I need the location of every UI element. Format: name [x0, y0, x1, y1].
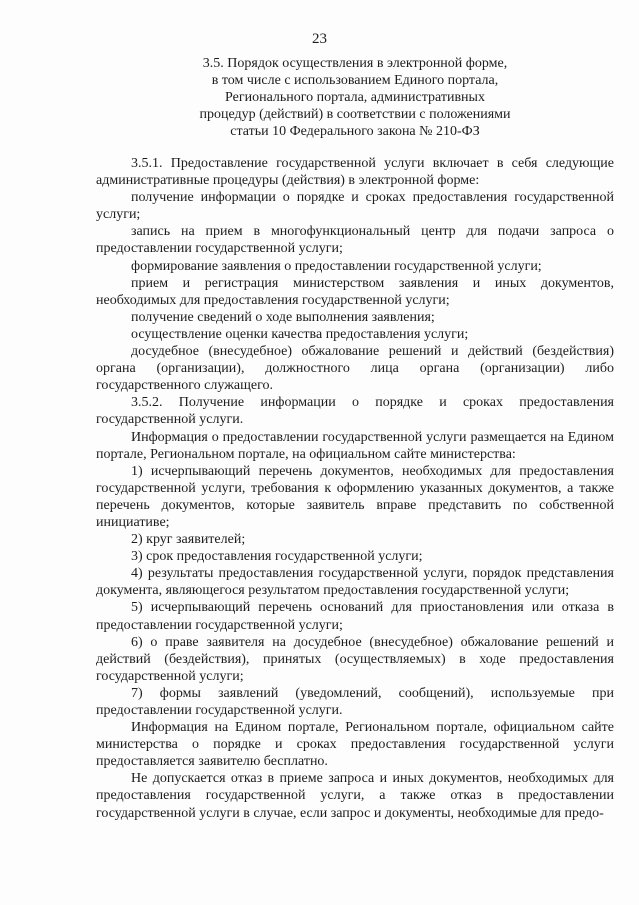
paragraph-3-5-1: 3.5.1. Предоставление государственной услуги включает в себя следующие административные процедуры (действия) в электронной форме: — [96, 156, 614, 189]
list-item: запись на прием в многофункциональный центр для подачи запроса о предоставлении государственной услуги; — [96, 224, 614, 257]
section-heading-line: 3.5. Порядок осуществления в электронной форме, — [202, 56, 508, 71]
paragraph: Информация на Едином портале, Региональном портале, официальном сайте министерства о порядке и сроках предоставления государственной услуги предоставляется заявителю бесплатно. — [96, 720, 614, 770]
list-item: 7) формы заявлений (уведомлений, сообщений), используемые при предоставлении государственной услуги. — [96, 685, 614, 718]
list-item: осуществление оценки качества предоставления услуги; — [131, 326, 469, 342]
list-item: формирование заявления о предоставлении государственной услуги; — [131, 258, 542, 274]
paragraph-3-5-2: 3.5.2. Получение информации о порядке и сроках предоставления государственной услуги. — [96, 395, 614, 428]
list-item: прием и регистрация министерством заявления и иных документов, необходимых для предоставления государственной услуги; — [96, 275, 614, 308]
document-body — [96, 155, 614, 822]
list-item: получение сведений о ходе выполнения заявления; — [131, 309, 435, 325]
list-item: получение информации о порядке и сроках предоставления государственной услуги; — [96, 190, 614, 223]
paragraph: Не допускается отказ в приеме запроса и иных документов, необходимых для предоставления государственной услуги, а также отказ в предоставлении государственной услуги в случае, если запрос и документы, необходимые для предо- — [96, 771, 614, 821]
section-heading-line: процедур (действий) в соответствии с положениями — [199, 107, 511, 122]
section-heading-line: статьи 10 Федерального закона № 210-ФЗ — [230, 124, 480, 139]
page-number: 23 — [312, 31, 327, 47]
list-item: досудебное (внесудебное) обжалование решений и действий (бездействия) органа (организации), должностного лица органа (организации) либо государственного служащего. — [96, 344, 614, 394]
section-heading — [140, 55, 570, 140]
paragraph: Информация о предоставлении государственной услуги размещается на Едином портале, Региональном портале, на официальном сайте министерства: — [96, 429, 614, 462]
list-item: 4) результаты предоставления государственной услуги, порядок представления документа, являющегося результатом предоставления государственной услуги; — [96, 566, 614, 599]
list-item: 3) срок предоставления государственной услуги; — [131, 549, 423, 565]
list-item: 2) круг заявителей; — [131, 532, 246, 548]
list-item: 6) о праве заявителя на досудебное (внесудебное) обжалование решений и действий (бездействия), принятых (осуществляемых) в ходе предоставления государственной услуги; — [96, 634, 614, 684]
list-item: 5) исчерпывающий перечень оснований для приостановления или отказа в предоставлении государственной услуги; — [96, 600, 614, 633]
section-heading-line: в том числе с использованием Единого портала, — [211, 73, 499, 88]
section-heading-line: Регионального портала, административных — [225, 90, 485, 105]
list-item: 1) исчерпывающий перечень документов, необходимых для предоставления государственной услуги, требования к оформлению указанных документов, а также перечень документов, которые заявитель вправе представить по собственной инициативе; — [96, 463, 614, 530]
